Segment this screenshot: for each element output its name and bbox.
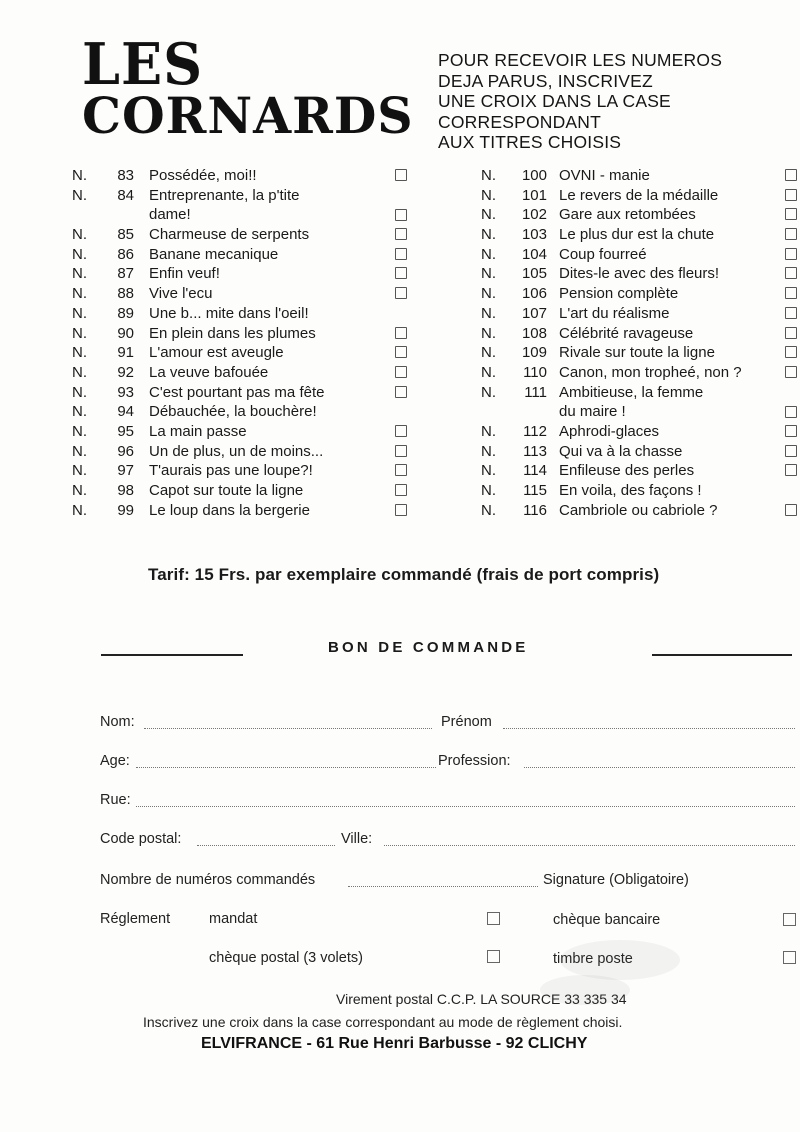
issue-title: T'aurais pas une loupe?! [149,462,313,480]
issue-row [72,461,412,481]
issue-title: Cambriole ou cabriole ? [559,501,718,519]
issue-number: 110 [523,363,547,381]
issue-row [481,166,800,186]
issue-checkbox[interactable] [395,464,407,476]
issue-prefix: N. [72,462,87,480]
issue-prefix: N. [72,422,87,440]
issue-number: 102 [521,206,547,224]
issue-title: La main passe [149,422,247,440]
issue-row [72,324,412,344]
issue-prefix: N. [72,186,87,204]
order-form-title: BON DE COMMANDE [328,639,529,656]
issue-checkbox[interactable] [395,209,407,221]
issue-prefix: N. [72,324,87,342]
issue-prefix: N. [72,363,87,381]
issue-number: 98 [117,482,134,500]
issue-row [72,383,412,403]
issue-row [481,284,800,304]
issue-number: 101 [521,186,547,204]
payment-option-cheque-bancaire: chèque bancaire [553,912,661,928]
issue-row [72,343,412,363]
issue-title: Pension complète [559,285,679,303]
intro-line: DEJA PARUS, INSCRIVEZ [438,70,653,91]
issue-number: 92 [117,363,134,381]
issue-prefix: N. [481,344,496,362]
price-notice: Tarif: 15 Frs. par exemplaire commandé (frais de port compris) [148,565,660,584]
code-postal-field[interactable] [197,845,335,846]
issue-number: 91 [117,344,134,362]
issue-number: 105 [521,265,547,283]
issue-title: Une b... mite dans l'oeil! [149,304,309,322]
age-label: Age: [100,753,130,769]
issue-checkbox[interactable] [785,287,797,299]
issue-row [481,501,800,521]
issue-number: 100 [521,167,547,184]
payment-option-mandat: mandat [209,911,258,927]
issue-row [481,383,800,422]
issue-number: 113 [523,442,547,460]
issue-title: Possédée, moi!! [149,167,257,184]
divider-right [652,654,792,656]
issue-prefix: N. [72,285,87,303]
issue-prefix: N. [481,167,496,184]
issue-title: OVNI - manie [559,167,650,184]
nombre-field[interactable] [348,886,538,887]
issue-title: L'amour est aveugle [149,344,284,362]
issue-checkbox[interactable] [785,248,797,260]
issue-row [481,481,800,501]
issue-checkbox[interactable] [395,327,407,339]
divider-left [101,654,243,656]
issue-number: 94 [117,403,134,421]
issue-number: 104 [521,245,547,263]
issue-checkbox[interactable] [395,425,407,437]
rue-label: Rue: [100,792,131,808]
issue-checkbox[interactable] [785,189,797,201]
issue-list-left [72,166,412,520]
issue-number: 96 [117,442,134,460]
issue-title: Célébrité ravageuse [559,324,694,342]
signature-label: Signature (Obligatoire) [543,872,689,888]
issue-prefix: N. [72,442,87,460]
issue-checkbox[interactable] [395,267,407,279]
issue-row [481,245,800,265]
issue-title: Aphrodi-glaces [559,422,660,440]
mandat-checkbox[interactable] [487,912,500,925]
issue-checkbox[interactable] [785,504,797,516]
magazine-title [82,30,420,145]
title-line-2: CORNARDS [82,86,414,145]
issue-title: Canon, mon tropheé, non ? [559,363,742,381]
paper-stain [540,975,630,1005]
issue-prefix: N. [481,206,496,224]
issue-prefix: N. [72,167,87,184]
issue-checkbox[interactable] [785,445,797,457]
issue-row [72,264,412,284]
issue-prefix: N. [72,501,87,519]
paper-stain [560,940,680,980]
issue-prefix: N. [72,226,87,244]
payment-option-timbre-poste: timbre poste [553,951,633,967]
issue-prefix: N. [481,442,496,460]
issue-checkbox[interactable] [395,445,407,457]
intro-line: UNE CROIX DANS LA CASE [438,91,671,111]
issue-title-continued: du maire ! [559,403,626,421]
issue-number: 89 [117,304,134,322]
issue-row [72,422,412,442]
issue-row [481,225,800,245]
issue-number: 95 [117,422,134,440]
issue-number: 83 [117,167,134,184]
issue-title: En voila, des façons ! [559,482,702,500]
issue-prefix: N. [481,363,496,381]
issue-row [481,186,800,206]
issue-title: Débauchée, la bouchère! [149,403,317,421]
issue-checkbox[interactable] [785,208,797,220]
issue-title: Banane mecanique [149,245,279,263]
issue-row [72,501,412,521]
issue-row [481,422,800,442]
issue-number: 108 [521,324,547,342]
issue-title: Capot sur toute la ligne [149,482,304,500]
issue-checkbox[interactable] [785,464,797,476]
issue-checkbox[interactable] [785,307,797,319]
issue-title: C'est pourtant pas ma fête [149,383,325,401]
cheque-postal-checkbox[interactable] [487,950,500,963]
issue-row [72,402,412,422]
issue-checkbox[interactable] [785,169,797,181]
issue-row [481,442,800,462]
issue-title: En plein dans les plumes [149,324,316,342]
nom-field[interactable] [144,728,432,729]
issue-number: 112 [523,422,547,440]
issue-number: 116 [523,501,547,519]
issue-title: Dites-le avec des fleurs! [559,265,720,283]
issue-row [481,363,800,383]
issue-title: Vive l'ecu [149,285,213,303]
code-postal-label: Code postal: [100,831,182,847]
issue-checkbox[interactable] [785,327,797,339]
issue-prefix: N. [481,186,496,204]
issue-title: Ambitieuse, la femme [559,383,704,401]
issue-checkbox[interactable] [395,169,407,181]
virement-info: Virement postal C.C.P. LA SOURCE 33 335 34 [336,991,627,1007]
issue-checkbox[interactable] [785,406,797,418]
issue-number: 114 [523,462,547,480]
timbre-poste-checkbox[interactable] [783,951,796,964]
ville-label: Ville: [341,831,373,847]
profession-label: Profession: [438,753,511,769]
issue-number: 106 [521,285,547,303]
issue-checkbox[interactable] [395,287,407,299]
issue-prefix: N. [72,245,87,263]
issue-title: Qui va à la chasse [559,442,683,460]
issue-prefix: N. [72,265,87,283]
issue-checkbox[interactable] [785,267,797,279]
issue-number: 109 [521,344,547,362]
publisher-address: ELVIFRANCE - 61 Rue Henri Barbusse - 92 CLICHY [201,1035,588,1052]
intro-line: AUX TITRES CHOISIS [438,132,622,152]
nom-label: Nom: [100,714,135,730]
issue-checkbox[interactable] [785,228,797,240]
issue-title: Enfileuse des perles [559,462,695,480]
issue-prefix: N. [481,245,496,263]
issue-prefix: N. [481,462,496,480]
issue-list-right [481,166,800,520]
issue-prefix: N. [481,285,496,303]
issue-number: 86 [117,245,134,263]
issue-title: Le revers de la médaille [559,186,719,204]
intro-line: CORRESPONDANT [438,111,602,132]
profession-field[interactable] [524,767,795,768]
issue-row [481,324,800,344]
issue-prefix: N. [481,422,496,440]
nombre-label: Nombre de numéros commandés [100,872,316,888]
issue-row [481,461,800,481]
issue-number: 84 [117,186,134,204]
issue-number: 97 [117,462,134,480]
issue-checkbox[interactable] [395,248,407,260]
issue-row [481,304,800,324]
issue-title: Gare aux retombées [559,206,696,224]
issue-title: Entreprenante, la p'tite [149,186,300,204]
intro-line: POUR RECEVOIR LES NUMEROS [438,50,723,70]
issue-prefix: N. [72,383,87,401]
issue-title: Le plus dur est la chute [559,226,715,244]
issue-title: Coup fourreé [559,245,647,263]
issue-prefix: N. [72,344,87,362]
issue-checkbox[interactable] [395,386,407,398]
ville-field[interactable] [384,845,795,846]
rue-field[interactable] [136,806,795,807]
issue-checkbox[interactable] [395,366,407,378]
issue-number: 115 [523,482,547,500]
issue-title: L'art du réalisme [559,304,670,322]
issue-number: 99 [117,501,134,519]
title-line-1: LES [82,30,204,98]
issue-prefix: N. [481,265,496,283]
issue-prefix: N. [72,482,87,500]
issue-row [72,166,412,186]
issue-row [72,442,412,462]
issue-checkbox[interactable] [395,504,407,516]
issue-number: 111 [524,383,547,401]
issue-title: Enfin veuf! [149,265,220,283]
issue-checkbox[interactable] [395,228,407,240]
issue-number: 90 [117,324,134,342]
issue-row [481,205,800,225]
issue-title: Rivale sur toute la ligne [559,344,715,362]
issue-checkbox[interactable] [785,366,797,378]
issue-checkbox[interactable] [395,346,407,358]
age-field[interactable] [136,767,436,768]
issue-prefix: N. [481,226,496,244]
issue-row [72,186,412,225]
issue-number: 87 [117,265,134,283]
issue-row [72,304,412,324]
issue-prefix: N. [72,304,87,322]
issue-number: 107 [521,304,547,322]
issue-prefix: N. [481,304,496,322]
prenom-field[interactable] [503,728,795,729]
issue-checkbox[interactable] [395,484,407,496]
issue-row [72,245,412,265]
issue-row [72,481,412,501]
issue-prefix: N. [481,383,496,401]
issue-title-continued: dame! [149,206,191,224]
issue-row [481,343,800,363]
issue-row [481,264,800,284]
issue-title: Le loup dans la bergerie [149,501,310,519]
issue-row [72,363,412,383]
cheque-bancaire-checkbox[interactable] [783,913,796,926]
issue-title: La veuve bafouée [149,363,269,381]
payment-instruction: Inscrivez une croix dans la case correspondant au mode de règlement choisi. [143,1014,623,1030]
issue-number: 85 [117,226,134,244]
issue-number: 93 [117,383,134,401]
payment-option-cheque-postal: chèque postal (3 volets) [209,950,363,966]
issue-prefix: N. [72,403,87,421]
payment-label: Réglement [100,911,171,927]
issue-title: Charmeuse de serpents [149,226,310,244]
issue-prefix: N. [481,482,496,500]
issue-prefix: N. [481,501,496,519]
issue-row [72,284,412,304]
issue-prefix: N. [481,324,496,342]
issue-title: Un de plus, un de moins... [149,442,324,460]
issue-number: 88 [117,285,134,303]
issue-checkbox[interactable] [785,346,797,358]
issue-number: 103 [521,226,547,244]
issue-row [72,225,412,245]
prenom-label: Prénom [441,714,492,730]
issue-checkbox[interactable] [785,425,797,437]
intro-instructions [438,50,722,153]
